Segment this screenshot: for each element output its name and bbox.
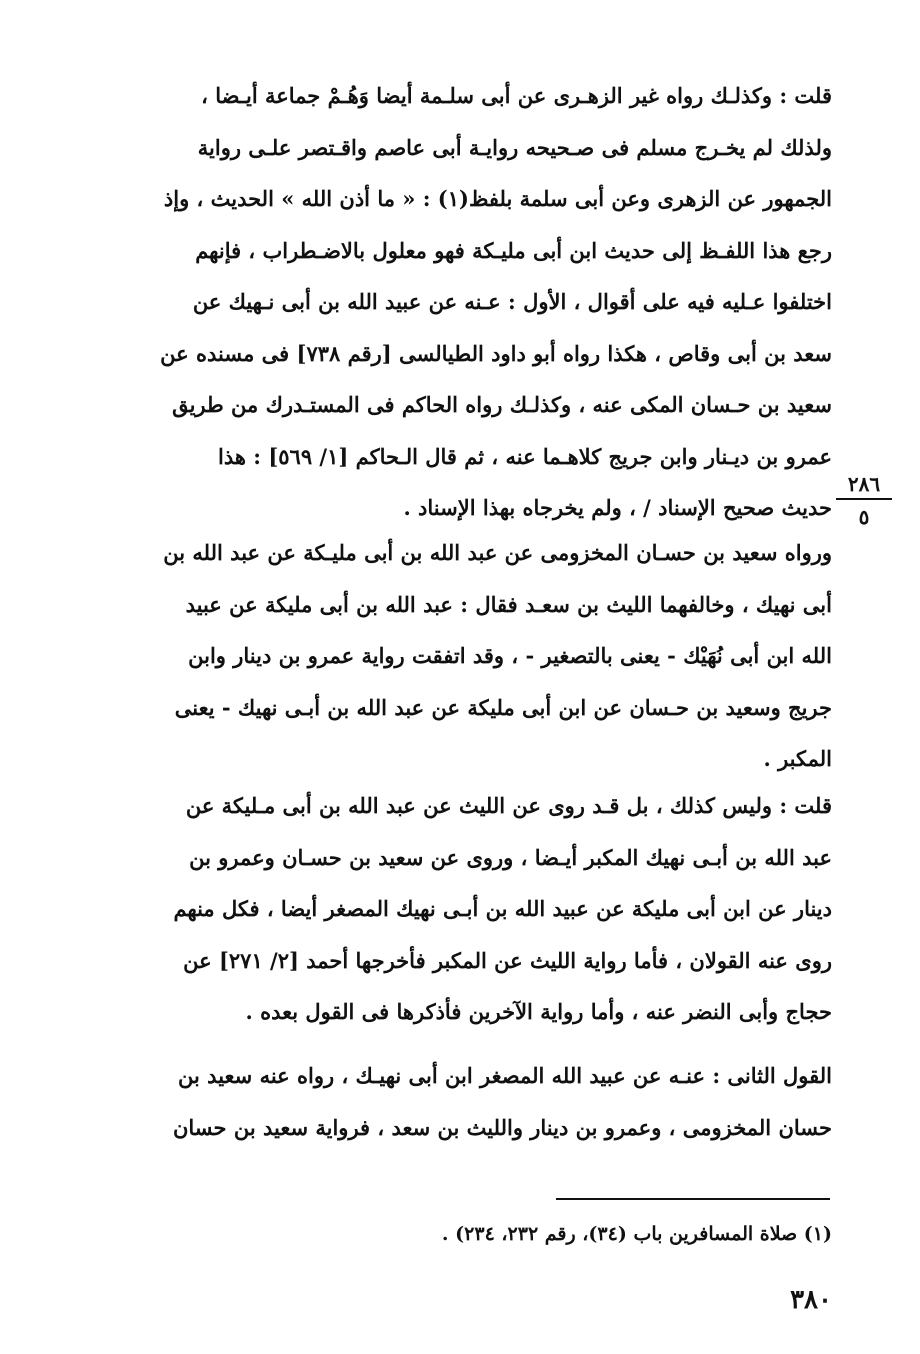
paragraph-1 xyxy=(120,70,832,534)
page-number: ٣٨٠ xyxy=(790,1285,832,1315)
text-line: عمرو بن ديـنار وابن جريج كلاهـما عنه ، ثم قال الـحاكم [١/ ٥٦٩] : هذا xyxy=(218,443,832,469)
text-line: حديث صحيح الإسناد / ، ولم يخرجاه بهذا الإسناد . xyxy=(403,495,832,520)
text-line: المكبر . xyxy=(763,746,832,771)
paragraph-4 xyxy=(120,1050,832,1153)
margin-reference-lower: ٥ xyxy=(858,505,870,529)
text-line: القول الثانى : عنـه عن عبيد الله المصغر ابن أبى نهيـك ، رواه عنه سعيد بن xyxy=(178,1063,832,1088)
text-line: سعد بن أبى وقاص ، هكذا رواه أبو داود الطيالسى [رقم ٧٣٨] فى مسنده عن xyxy=(160,340,832,366)
text-line: عبد الله بن أبـى نهيك المكبر أيـضا ، وروى عن سعيد بن حسـان وعمرو بن xyxy=(189,844,832,870)
text-line: دينار عن ابن أبى مليكة عن عبيد الله بن أبـى نهيك المصغر أيضا ، فكل منهم xyxy=(173,896,832,921)
text-line: روى عنه القولان ، فأما رواية الليث عن المكبر فأخرجها أحمد [٢/ ٢٧١] عن xyxy=(183,947,832,973)
text-line: أبى نهيك ، وخالفهما الليث بن سعـد فقال : عبد الله بن أبى مليكة عن عبيد xyxy=(185,591,832,617)
margin-reference-upper: ٢٨٦ xyxy=(836,470,892,500)
footnote-divider xyxy=(556,1198,830,1200)
text-line: سعيد بن حـسان المكى عنه ، وكذلـك رواه الحاكم فى المستـدرك من طريق xyxy=(172,392,832,417)
text-line: اختلفوا عـليه فيه على أقوال ، الأول : عـنه عن عبيد الله بن أبى نـهيك عن xyxy=(192,289,832,314)
text-line: الله ابن أبى نُهَيْك - يعنى بالتصغير - ، وقد اتفقت رواية عمرو بن دينار وابن xyxy=(188,643,832,668)
margin-reference xyxy=(836,470,892,530)
paragraph-3 xyxy=(120,780,832,1038)
text-line: ولذلك لم يخـرج مسلم فى صـحيحه روايـة أبى عاصم واقـتصر علـى رواية xyxy=(197,134,832,160)
text-line: قلت : وليس كذلك ، بل قـد روى عن الليث عن عبد الله بن أبى مـليكة عن xyxy=(185,793,832,818)
text-line: رجع هذا اللفـظ إلى حديث ابن أبى مليـكة فهو معلول بالاضـطراب ، فإنهم xyxy=(195,237,832,263)
text-line: الجمهور عن الزهرى وعن أبى سلمة بلفظ(١) : « ما أذن الله » الحديث ، وإذ xyxy=(163,186,832,211)
text-line: حسان المخزومى ، وعمرو بن دينار والليث بن سعد ، فرواية سعيد بن حسان xyxy=(172,1114,832,1140)
text-line: ورواه سعيد بن حسـان المخزومى عن عبد الله بن أبى مليـكة عن عبد الله بن xyxy=(163,540,832,565)
text-line: قلت : وكذلـك رواه غير الزهـرى عن أبى سلـمة أيضا وَهُـمْ جماعة أيـضا ، xyxy=(201,83,832,108)
footnote: (١) صلاة المسافرين باب (٣٤)، رقم ٢٣٢، ٢٣٤) . xyxy=(441,1223,832,1245)
paragraph-2 xyxy=(120,527,832,785)
text-line: جريج وسعيد بن حـسان عن ابن أبى مليكة عن عبد الله بن أبـى نهيك - يعنى xyxy=(174,694,832,720)
text-line: حجاج وأبى النضر عنه ، وأما رواية الآخرين فأذكرها فى القول بعده . xyxy=(245,999,832,1024)
